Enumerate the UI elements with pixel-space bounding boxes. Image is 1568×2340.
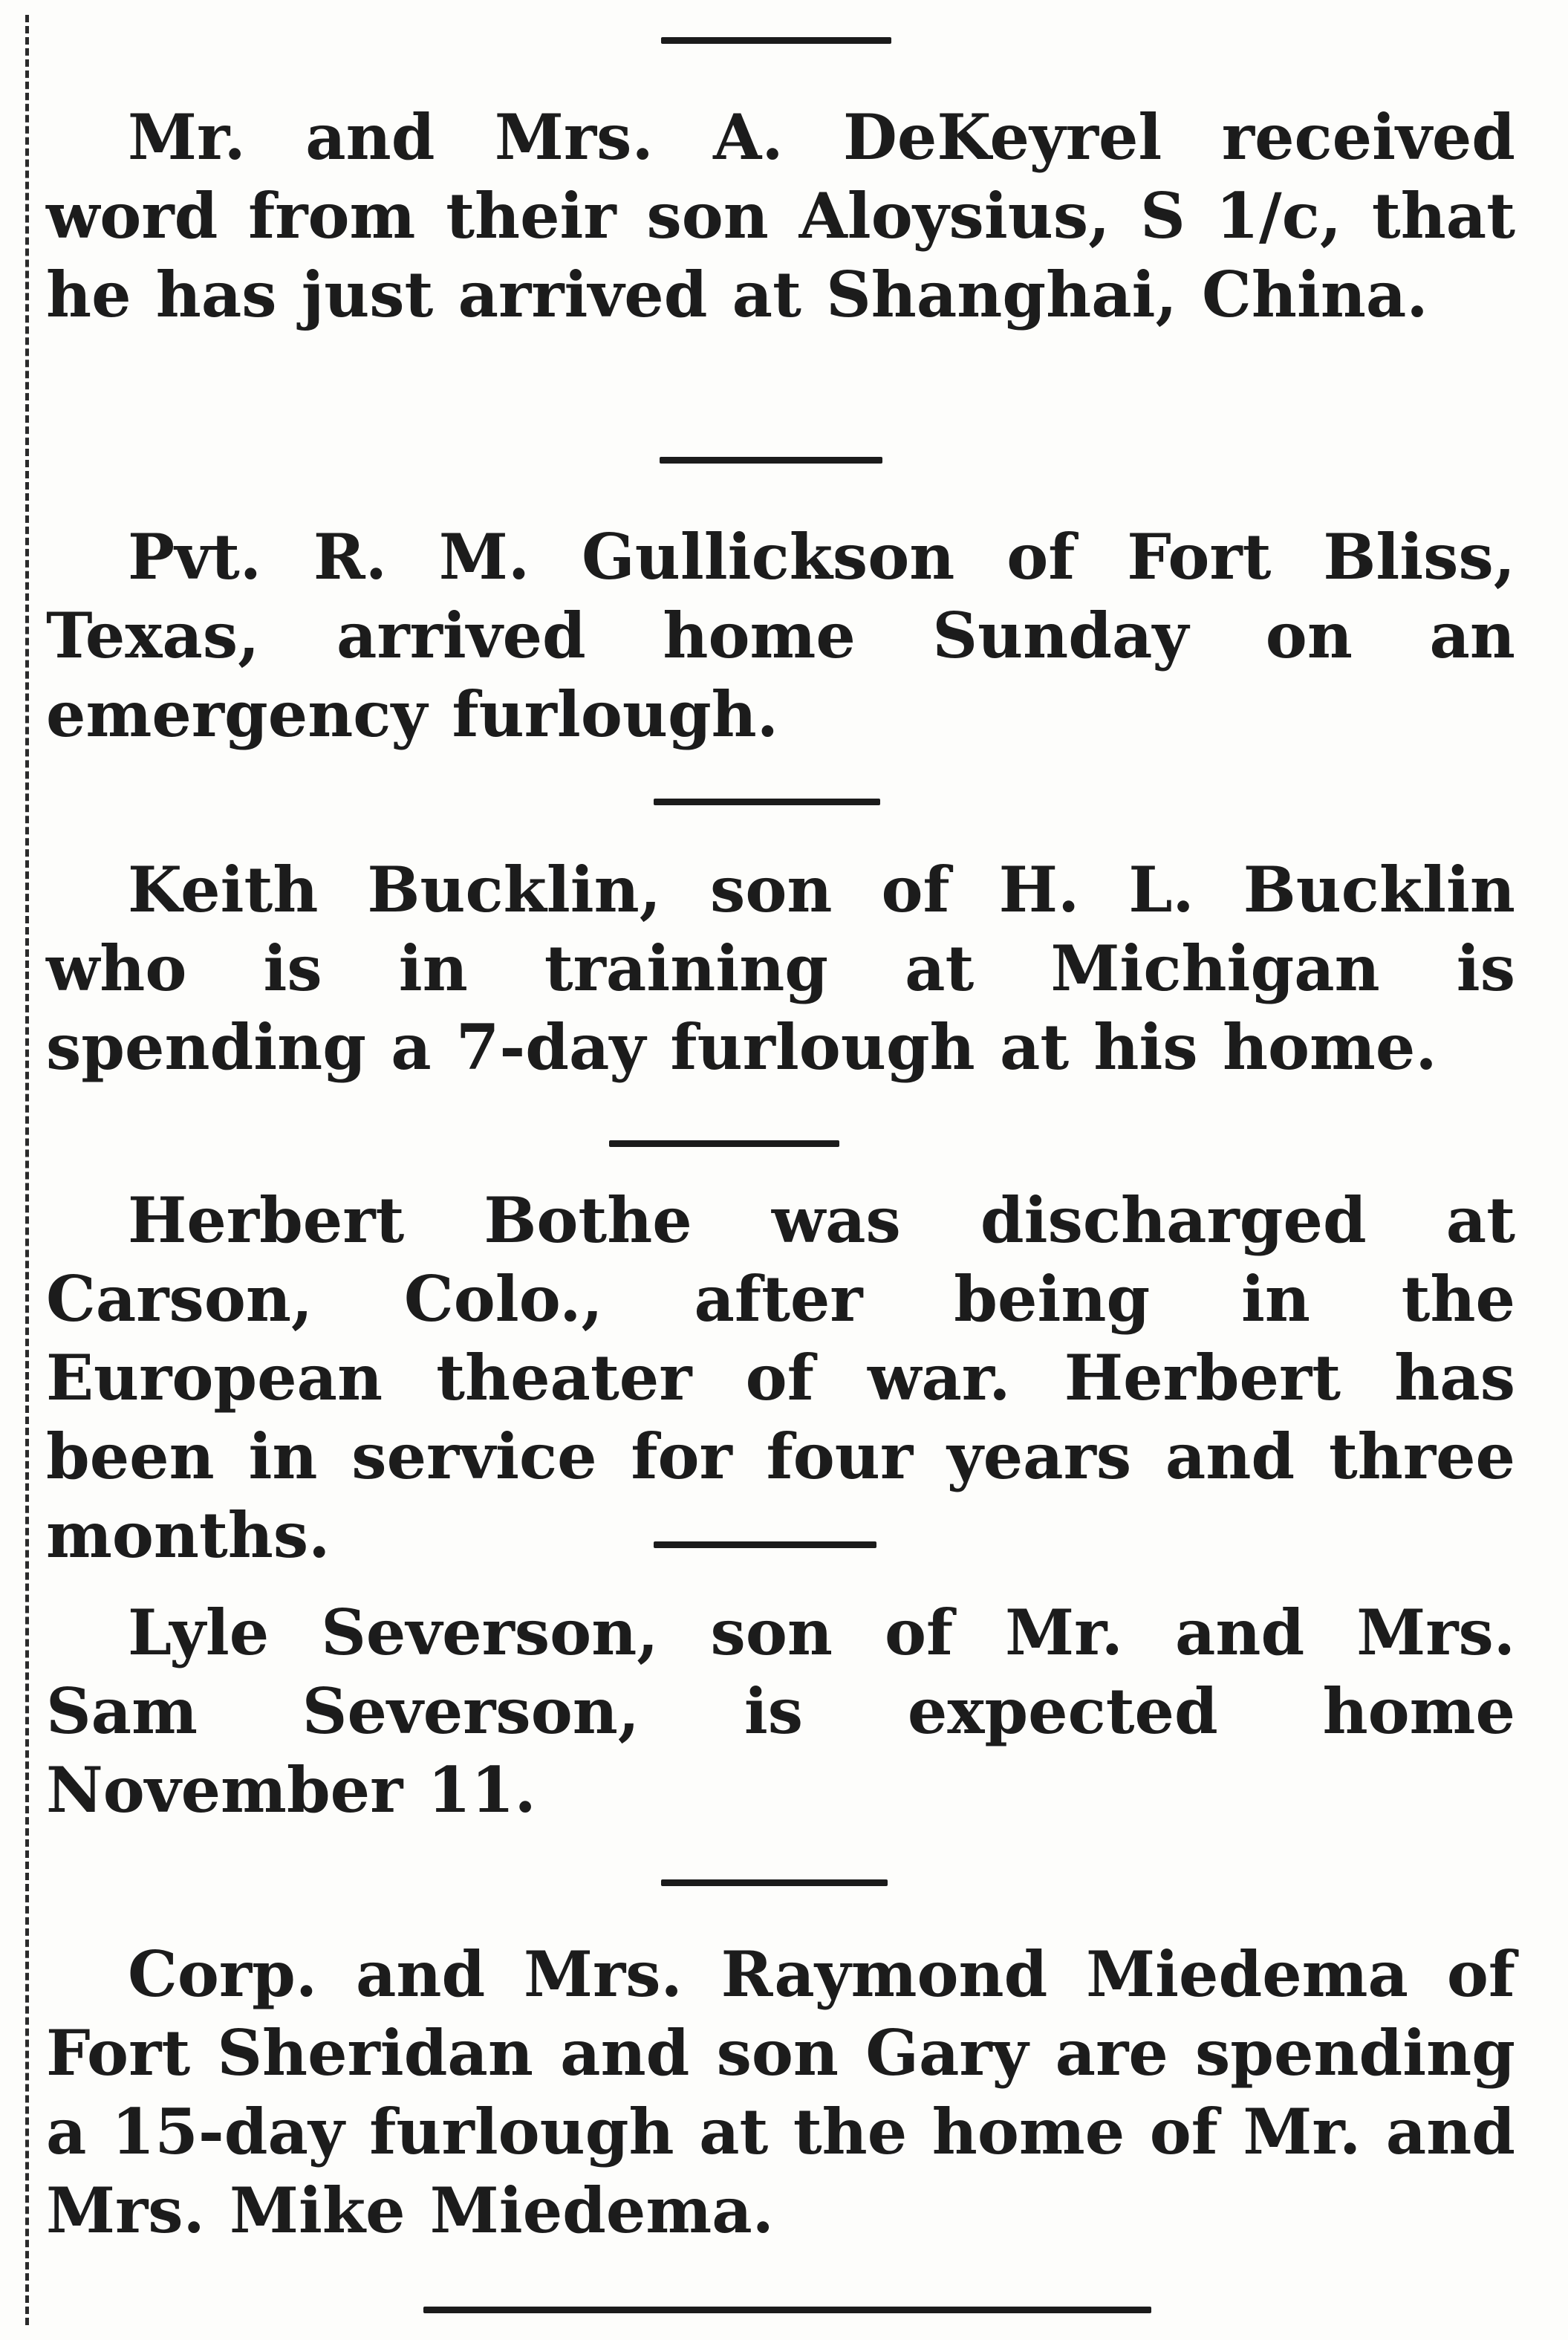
- news-item-text: Herbert Bothe was discharged at Carson, Colo., after being in the European theater of war. Herbert has been in service for four years and three months.: [46, 1183, 1515, 1572]
- news-item-bothe: [46, 1181, 1515, 1575]
- divider-1: [660, 457, 882, 464]
- divider-3: [609, 1140, 839, 1147]
- news-item-severson: [46, 1593, 1515, 1830]
- column-rule: [25, 15, 29, 2325]
- news-item-bucklin: [46, 851, 1515, 1087]
- news-item-text: Keith Bucklin, son of H. L. Bucklin who is in training at Michigan is spending a 7-day furlough at his home.: [46, 853, 1515, 1084]
- news-item-miedema: [46, 1935, 1515, 2250]
- news-item-gullickson: [46, 518, 1515, 754]
- news-item-text: Lyle Severson, son of Mr. and Mrs. Sam Severson, is expected home November 11.: [46, 1596, 1515, 1827]
- news-item-text: Pvt. R. M. Gullickson of Fort Bliss, Texas, arrived home Sunday on an emergency furlough.: [46, 520, 1515, 751]
- divider-top: [661, 37, 891, 44]
- divider-5: [661, 1879, 888, 1886]
- news-item-text: Corp. and Mrs. Raymond Miedema of Fort Sheridan and son Gary are spending a 15-day furlough at the home of Mr. and Mrs. Mike Miedema.: [46, 1937, 1515, 2247]
- news-item-text: Mr. and Mrs. A. DeKeyrel received word from their son Aloysius, S 1/c, that he has just arrived at Shanghai, China.: [46, 100, 1515, 331]
- divider-4: [654, 1541, 876, 1548]
- news-item-dekeyrel: [46, 98, 1515, 334]
- divider-2: [654, 799, 880, 805]
- divider-bottom: [423, 2307, 1151, 2313]
